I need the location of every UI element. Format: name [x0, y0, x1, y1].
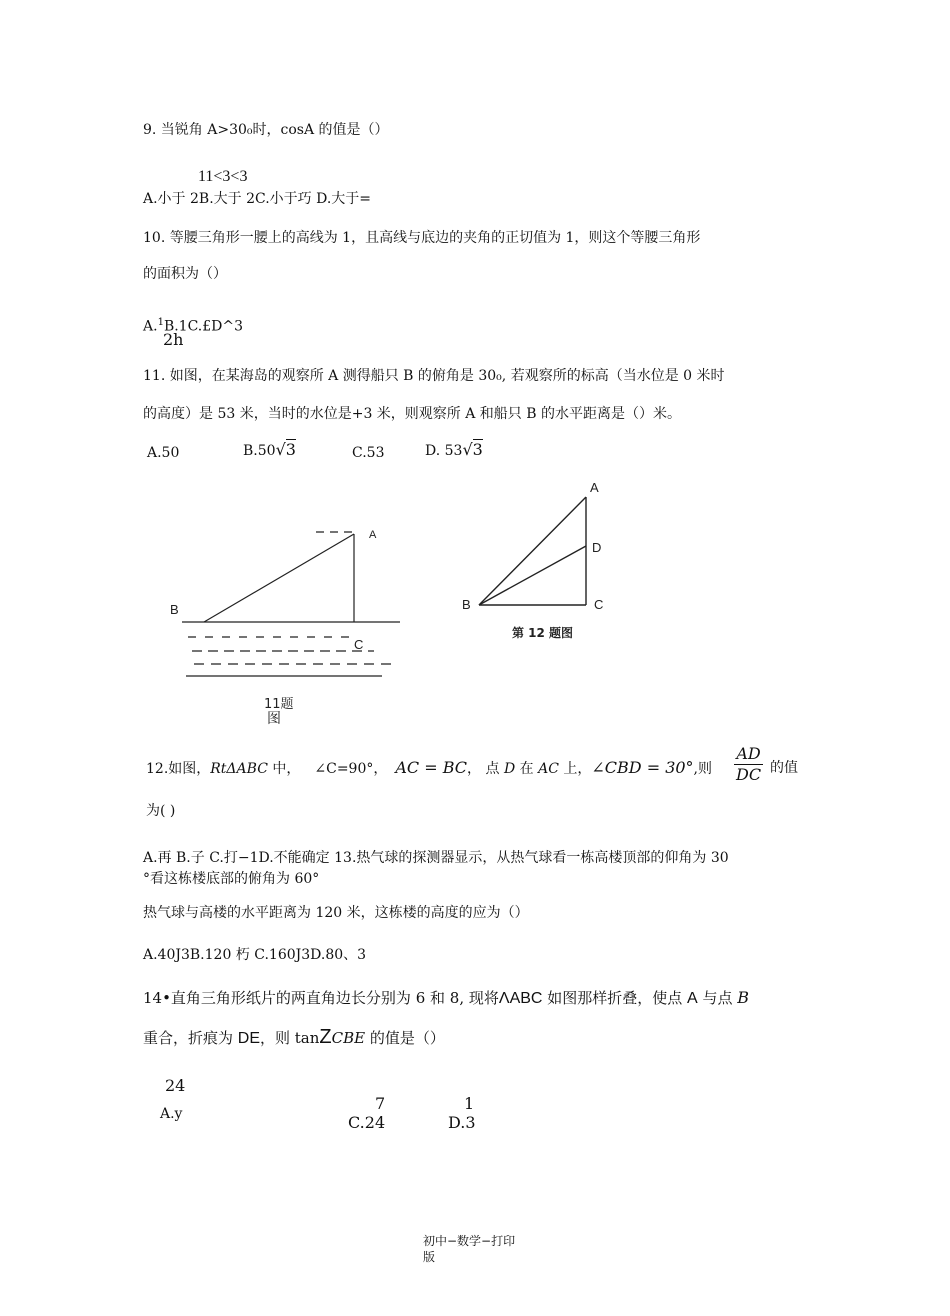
q12-point-d: D	[503, 761, 516, 777]
q12-line2: 为( )	[146, 803, 176, 819]
fig11-label-b: B	[170, 602, 179, 617]
sqrt-symbol: √	[275, 440, 286, 459]
q14-line2-b: DE	[237, 1030, 261, 1047]
q10-opt-sup: 1	[157, 317, 164, 328]
q11-opt-b-label: B.50	[243, 443, 276, 459]
q14-opt-c: C.24	[348, 1113, 386, 1132]
q11-opt-c: C.53	[352, 445, 385, 461]
fig12-label-b: B	[462, 597, 471, 612]
q10-options	[143, 314, 243, 336]
q10-line1: 10. 等腰三角形一腰上的高线为 1，且高线与底边的夹角的正切值为 1，则这个等腰三角形	[143, 230, 701, 246]
q9-stem: 9. 当锐角 A>30₀时，cosA 的值是（）	[143, 122, 389, 138]
q11-line1: 11. 如图，在某海岛的观察所 A 测得船只 B 的俯角是 30₀, 若观察所的标高（当水位是 0 米时	[143, 368, 725, 384]
fig11-caption-1: 11题	[264, 697, 294, 712]
q14-opt-d-top: 1	[464, 1094, 475, 1113]
q13-line3: 热气球与高楼的水平距离为 120 米，这栋楼的高度的应为（）	[143, 905, 529, 921]
q12-ac-bc: AC = BC	[395, 758, 468, 777]
q11-opt-d-label: D. 53	[425, 443, 463, 459]
q12-fraction	[734, 744, 763, 785]
q12-ac: AC	[538, 761, 559, 777]
q10-opt-sub: 2h	[163, 330, 184, 349]
q12-angle-cbd: ∠CBD = 30°	[591, 758, 694, 777]
fig11-caption-2: 图	[267, 711, 281, 727]
q12-prefix: 12.如图，	[146, 761, 211, 777]
q14-line1-d: A	[687, 990, 698, 1007]
q14-line2	[143, 1028, 445, 1048]
figure-11	[168, 518, 428, 738]
fig11-sight-line	[204, 534, 354, 622]
q14-line1-c: 如图那样折叠，使点	[542, 989, 688, 1007]
q12-angle-c: ∠C=90°，	[314, 761, 388, 777]
q11-line2: 的高度）是 53 米，当时的水位是+3 米，则观察所 A 和船只 B 的水平距离是（）米。	[143, 406, 681, 422]
q14-opt-a-top: 24	[165, 1076, 186, 1095]
footer-line2: 版	[423, 1250, 436, 1264]
q13-line1: A.再 B.子 C.打−1D.不能确定 13.热气球的探测器显示，从热气球看一栋高楼顶部的仰角为 30	[143, 850, 729, 866]
q13-options: A.40J3B.120 朽 C.160J3D.80、3	[143, 947, 367, 963]
q14-line1-b: ΛABC	[498, 990, 543, 1007]
fig12-label-a: A	[590, 480, 599, 495]
q12-triangle: RtΔABC	[210, 761, 268, 777]
q11-opt-a: A.50	[147, 445, 180, 461]
q12-mid4: 上，	[558, 761, 592, 777]
q13-line2: °看这栋楼底部的俯角为 60°	[143, 871, 320, 887]
q11-opt-d-radicand: 3	[472, 440, 483, 459]
q12-mid1: 中，	[267, 761, 301, 777]
fig12-caption: 第 12 题图	[512, 626, 574, 640]
q11-opt-b	[243, 441, 296, 460]
q14-line2-e: CBE	[331, 1029, 366, 1047]
q12-frac-den: DC	[736, 765, 762, 784]
fig12-label-d: D	[592, 540, 602, 555]
fig12-ab	[479, 497, 586, 605]
q14-line1-a: 14•直角三角形纸片的两直角边长分别为 6 和 8, 现将	[143, 989, 499, 1007]
fig11-label-c: C	[354, 637, 364, 652]
q12-line1	[146, 758, 712, 779]
q14-opt-c-top: 7	[375, 1094, 386, 1113]
q12-suffix: 的值	[770, 760, 798, 776]
q9-line-a: 11<3<3	[198, 168, 248, 185]
q12-frac-num: AD	[734, 744, 763, 765]
footer-line1: 初中−数学−打印	[423, 1234, 516, 1248]
q10-line2: 的面积为（）	[143, 266, 227, 282]
q12-mid2: ， 点	[467, 761, 504, 777]
q9-options: A.小于 2B.大于 2C.小于巧 D.大于=	[143, 191, 372, 207]
q14-line1-f: B	[737, 988, 749, 1007]
q10-opt-prefix: A.	[143, 318, 158, 335]
q14-line2-a: 重合，折痕为	[143, 1029, 238, 1047]
q12-mid5: ,则	[693, 761, 712, 777]
q11-opt-b-radicand: 3	[285, 440, 296, 459]
q14-line1-e: 与点	[697, 989, 738, 1007]
q14-opt-d: D.3	[448, 1113, 476, 1132]
fig12-bd	[479, 546, 586, 605]
q12-mid3: 在	[515, 761, 539, 777]
sqrt-symbol: √	[462, 440, 473, 459]
q14-line2-d: Z	[319, 1026, 332, 1048]
q11-opt-d	[425, 441, 483, 460]
q14-opt-a: A.y	[160, 1106, 183, 1122]
figure-12	[458, 474, 628, 644]
q10-opt-rest: B.1C.£D^3	[163, 318, 244, 335]
q14-line2-f: 的值是（）	[365, 1029, 445, 1047]
q14-line1	[143, 989, 749, 1008]
fig11-label-a: A	[369, 529, 377, 541]
fig12-label-c: C	[594, 597, 604, 612]
q14-line2-c: ，则 tan	[260, 1029, 320, 1047]
